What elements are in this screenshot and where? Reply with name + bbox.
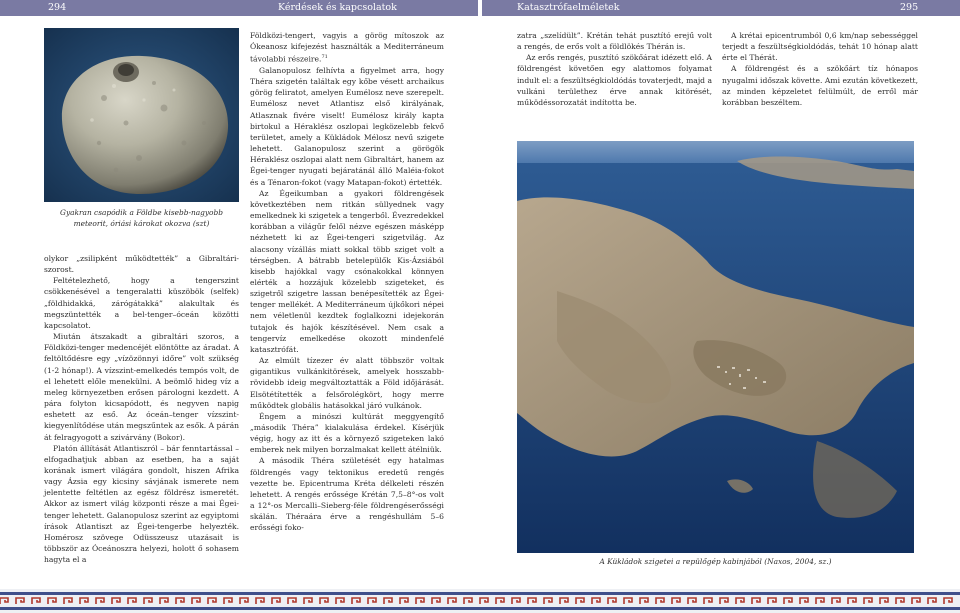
paragraph: olykor „zsilipként működtették” a Gibraltári-szorost.: [44, 254, 239, 275]
paragraph: A krétai epicentrumból 0,6 km/nap sebességgel terjedt a feszültségkioldódás, tehát 10 hónap alatt érte el Thérát.: [722, 31, 918, 63]
paragraph: Az erős rengés, pusztító szökőárat idézett elő. A földrengést követően egy alattomos folyamat indult el: a feszültségkioldódás tovaterjedt, majd a vulkáni területhez érve annak kitörését, működéssorozatát indította be.: [517, 53, 712, 107]
paragraph: [250, 30, 444, 65]
paragraph: Platón állítását Atlantiszról – bár fenntartással – elfogadhatjuk abban az esetben, ha a saját korának ismert világára gondolt, hiszen Afrika vagy Ázsia egy kicsiny sávjának ismerete nem jelentette feltétlen az egész földrész ismeretét. Akkor az ismert világ központi része a mai Égei-tenger lehetett. Galanopulosz szerint az egyiptomi írások Atlantiszt az Égei-tengerbe helyezték. Homérosz szövege Odüsszeusz utazásait is többször az Óceánoszra helyezi, holott ő sohasem hagyta el a: [44, 443, 239, 565]
aerial-photo-caption: A Kükládok szigetei a repülőgép kabinjából (Naxos, 2004, sz.): [599, 557, 832, 566]
right-page-number: 295: [900, 2, 919, 13]
footnote-marker: 71: [321, 54, 328, 61]
paragraph: Az Égeikumban a gyakori földrengések következtében nem ritkán süllyednek vagy emelkednek ki szigetek a tengerből. Évezredekkel korábban a világűr felől nézve egészen másképp nézhetett ki az Égei-tengeri szigetvilág. Az alacsony vízállás miatt sokkal több sziget volt a térségben. A bátrabb betelepülők Kis-Ázsiából kisebb hajókkal vagy csónakokkal könnyen elérték a hozzájuk közelebb szigeteket, és szigetről szigetre lassan benépesítették az Égei-tenger mellékét. A Mediterráneum újkőkori népei nem véletlenül kezdtek foglalkozni idejekorán tutajok és hajók készítésével. Nem csak a tengervíz emelkedése okozott mindenfelé katasztrófát.: [250, 188, 444, 354]
left-page-column-2: [250, 30, 444, 534]
left-section-title: Kérdések és kapcsolatok: [278, 2, 397, 13]
decorative-border: [0, 589, 960, 613]
meteorite-caption: Gyakran csapódik a Földbe kisebb-nagyobb meteorit, óriási károkat okozva (szt): [60, 208, 223, 228]
aerial-island-photo: [517, 141, 914, 553]
left-page-number: 294: [48, 2, 67, 13]
paragraph: Éngem a minószi kultúrát meggyengítő „második Théra” kialakulása érdekel. Kísérjük végig, hogy az itt és a környező szigeteken lakó emberek nek milyen borzalmakat kellett átélniük.: [250, 411, 444, 455]
paragraph: Az elmúlt tízezer év alatt többször voltak gigantikus vulkánkitörések, amelyek hosszabb-rövidebb ideig megváltoztatták a Föld időjárását. Elsötétítették a felsőrolégkört, hogy merre működtek globális hatásokkal járó vulkánok.: [250, 356, 444, 410]
paragraph-text: Földközi-tengert, vagyis a görög mítoszok az Ókeanosz kifejezést használták a Mediterráneum távolabbi részeire.: [250, 31, 444, 64]
paragraph: Galanopulosz felhívta a figyelmet arra, hogy Théra szigetén találtak egy kőbe vésett archaikus görög feliratot, amelyen Eumélosz neve szerepelt. Eumélosz nevet Atlantisz első királyának, Atlasznak fivére viselt! Eumélosz király kapta birtokul a Héraklész oszlopai legközelebb fekvő területet, amely a Kükládok Mélosz nevű szigete lehetett. Galanopulosz szerint a görögök Héraklész oszlopai alatt nem Gibraltárt, hanem az Égei-tenger nyugati bejáratánál álló Maléia-fokot és a Ténaron-fokot (vagy Matapan-fokot) értették.: [250, 66, 444, 187]
left-page-header: [0, 0, 478, 16]
paragraph: Feltételezhető, hogy a tengerszint csökkenésével a tengeralatti küszöbök (selfek) „földhidakká, zárógátakká” alakultak és megszüntették a bel-tenger–óceán közötti kapcsolatot.: [44, 276, 239, 330]
left-page-column-1: [44, 253, 239, 565]
right-page-column-1: [517, 30, 712, 108]
right-section-title: Katasztrófaelméletek: [517, 2, 620, 13]
meteorite-photo: [44, 28, 239, 202]
paragraph: A földrengést és a szökőárt tíz hónapos nyugalmi időszak követte. Ami ezután következett, az minden képzeletet felülmúlt, de erről már korábban beszéltem.: [722, 64, 918, 107]
right-page-column-2: [722, 30, 918, 108]
paragraph: zatra „szelídült”. Krétán tehát pusztító erejű volt a rengés, de erős volt a földlökés Thérán is.: [517, 31, 712, 52]
paragraph: A második Théra születését egy hatalmas földrengés vagy tektonikus eredetű rengés vezette be. Epicentruma Kréta délkeleti részén lehetett. A rengés erőssége Krétán 7,5–8°-os volt a 12°-os Mercalli–Sieberg-féle földrengéserősségi skálán. Théraára érve a rengéshullám 5–6 erősségi foko-: [250, 456, 444, 533]
paragraph: Miután átszakadt a gibraltári szoros, a Földközi-tenger medencéjét elöntötte az áradat. A feltöltődésre egy „vízözönnyi időre” volt szükség (1-2 hónap!). A vízszint-emelkedés tempós volt, de el lehetett előle menekülni. A beömlő hideg víz a meleg környezetben erősen párologni kezdett. A pára folyton kicsapódott, és negyven napig eshetett az eső. Az óceán–tenger vízszint-kiegyenlítődése után megszűntek az esők. A párán át felragyogott a szivárvány (Bokor).: [44, 332, 239, 442]
right-page-header: [482, 0, 960, 16]
